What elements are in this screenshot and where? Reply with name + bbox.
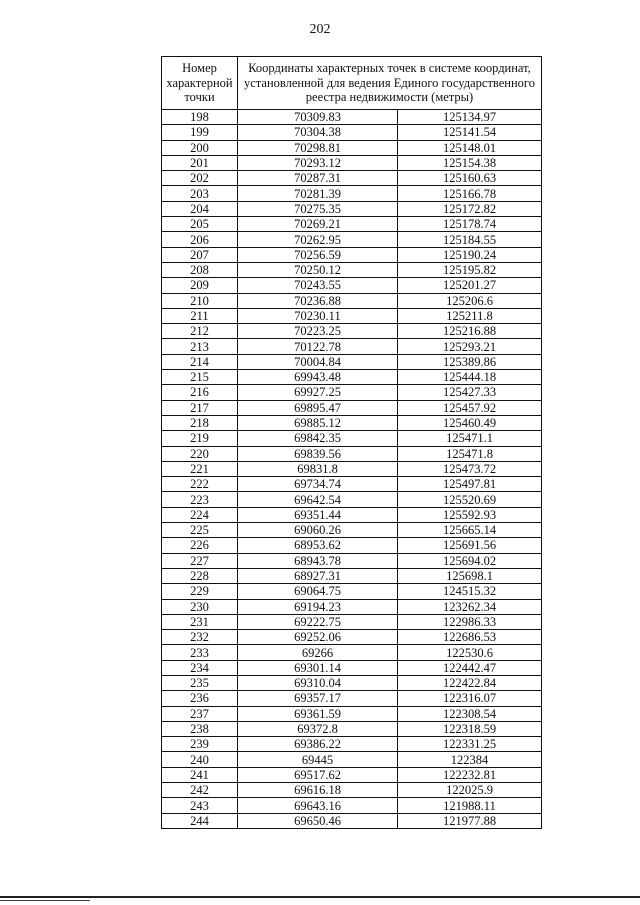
cell-coordinate-x: 69386.22 [238,737,398,752]
table-row [162,553,542,568]
cell-point-number: 208 [162,262,238,277]
table-row [162,721,542,736]
table-row [162,446,542,461]
cell-point-number: 205 [162,217,238,232]
cell-coordinate-x: 69642.54 [238,492,398,507]
cell-point-number: 228 [162,568,238,583]
cell-coordinate-y: 125691.56 [398,538,542,553]
cell-coordinate-x: 69842.35 [238,431,398,446]
table-row [162,247,542,262]
cell-coordinate-y: 125178.74 [398,217,542,232]
cell-coordinate-x: 70309.83 [238,110,398,125]
cell-coordinate-y: 125160.63 [398,171,542,186]
table-row [162,737,542,752]
cell-coordinate-y: 125211.8 [398,308,542,323]
cell-coordinate-y: 125473.72 [398,461,542,476]
cell-coordinate-x: 70243.55 [238,278,398,293]
cell-point-number: 215 [162,370,238,385]
table-row [162,201,542,216]
cell-coordinate-y: 125141.54 [398,125,542,140]
cell-coordinate-y: 122331.25 [398,737,542,752]
footer-rule-thin [0,900,90,901]
cell-coordinate-x: 69060.26 [238,523,398,538]
cell-point-number: 221 [162,461,238,476]
header-coordinates: Координаты характерных точек в системе координат, установленной для ведения Единого государственного реестра недвижимости (метры) [238,57,542,110]
cell-coordinate-x: 69252.06 [238,630,398,645]
table-row [162,354,542,369]
table-row [162,752,542,767]
cell-point-number: 236 [162,691,238,706]
table-row [162,293,542,308]
cell-point-number: 203 [162,186,238,201]
table-row [162,614,542,629]
cell-coordinate-x: 70004.84 [238,354,398,369]
cell-point-number: 207 [162,247,238,262]
cell-coordinate-x: 69266 [238,645,398,660]
cell-point-number: 204 [162,201,238,216]
cell-coordinate-y: 122986.33 [398,614,542,629]
cell-coordinate-x: 69650.46 [238,813,398,828]
cell-coordinate-y: 125389.86 [398,354,542,369]
table-row [162,155,542,170]
cell-coordinate-x: 69445 [238,752,398,767]
cell-point-number: 235 [162,675,238,690]
cell-coordinate-x: 69222.75 [238,614,398,629]
cell-point-number: 222 [162,477,238,492]
cell-point-number: 231 [162,614,238,629]
cell-coordinate-y: 125471.1 [398,431,542,446]
cell-point-number: 220 [162,446,238,461]
cell-coordinate-x: 69895.47 [238,400,398,415]
cell-coordinate-y: 122318.59 [398,721,542,736]
cell-point-number: 230 [162,599,238,614]
cell-coordinate-y: 125471.8 [398,446,542,461]
table-row [162,523,542,538]
table-row [162,783,542,798]
cell-point-number: 240 [162,752,238,767]
cell-coordinate-y: 125293.21 [398,339,542,354]
table-row [162,599,542,614]
cell-coordinate-x: 69943.48 [238,370,398,385]
cell-coordinate-x: 69194.23 [238,599,398,614]
cell-coordinate-y: 125216.88 [398,324,542,339]
cell-coordinate-x: 69351.44 [238,507,398,522]
table-row [162,584,542,599]
cell-coordinate-x: 68927.31 [238,568,398,583]
cell-coordinate-x: 70298.81 [238,140,398,155]
cell-coordinate-x: 69885.12 [238,415,398,430]
table-row [162,232,542,247]
cell-coordinate-y: 125184.55 [398,232,542,247]
table-row [162,308,542,323]
cell-point-number: 243 [162,798,238,813]
cell-coordinate-y: 125195.82 [398,262,542,277]
cell-coordinate-x: 69831.8 [238,461,398,476]
page-number: 202 [309,22,331,37]
cell-coordinate-x: 69927.25 [238,385,398,400]
cell-coordinate-x: 70223.25 [238,324,398,339]
table-row [162,278,542,293]
cell-point-number: 233 [162,645,238,660]
cell-coordinate-y: 122530.6 [398,645,542,660]
cell-coordinate-x: 69643.16 [238,798,398,813]
cell-coordinate-y: 125148.01 [398,140,542,155]
cell-point-number: 239 [162,737,238,752]
cell-point-number: 213 [162,339,238,354]
cell-coordinate-y: 125154.38 [398,155,542,170]
cell-coordinate-y: 125460.49 [398,415,542,430]
header-point-number: Номер характерной точки [162,57,238,110]
cell-coordinate-y: 122384 [398,752,542,767]
cell-coordinate-x: 69616.18 [238,783,398,798]
table-row [162,400,542,415]
cell-point-number: 202 [162,171,238,186]
cell-coordinate-y: 122316.07 [398,691,542,706]
cell-coordinate-y: 122686.53 [398,630,542,645]
cell-coordinate-x: 70250.12 [238,262,398,277]
cell-point-number: 217 [162,400,238,415]
cell-coordinate-x: 70269.21 [238,217,398,232]
cell-point-number: 234 [162,660,238,675]
table-row [162,110,542,125]
cell-coordinate-y: 125166.78 [398,186,542,201]
cell-coordinate-x: 70281.39 [238,186,398,201]
cell-coordinate-y: 125201.27 [398,278,542,293]
cell-point-number: 214 [162,354,238,369]
cell-coordinate-y: 125427.33 [398,385,542,400]
cell-point-number: 219 [162,431,238,446]
cell-point-number: 223 [162,492,238,507]
cell-point-number: 210 [162,293,238,308]
table-row [162,461,542,476]
cell-coordinate-x: 69357.17 [238,691,398,706]
cell-coordinate-x: 68953.62 [238,538,398,553]
cell-coordinate-x: 70275.35 [238,201,398,216]
cell-coordinate-y: 122442.47 [398,660,542,675]
cell-point-number: 218 [162,415,238,430]
cell-coordinate-y: 122422.84 [398,675,542,690]
cell-coordinate-y: 125698.1 [398,568,542,583]
cell-coordinate-x: 70256.59 [238,247,398,262]
cell-coordinate-x: 69064.75 [238,584,398,599]
cell-point-number: 216 [162,385,238,400]
cell-point-number: 212 [162,324,238,339]
table-row [162,171,542,186]
cell-coordinate-y: 125457.92 [398,400,542,415]
cell-point-number: 227 [162,553,238,568]
cell-coordinate-x: 69372.8 [238,721,398,736]
cell-point-number: 198 [162,110,238,125]
cell-point-number: 201 [162,155,238,170]
cell-coordinate-y: 125206.6 [398,293,542,308]
table-row [162,798,542,813]
cell-coordinate-y: 122308.54 [398,706,542,721]
cell-coordinate-x: 70230.11 [238,308,398,323]
cell-point-number: 232 [162,630,238,645]
table-row [162,691,542,706]
cell-coordinate-y: 125172.82 [398,201,542,216]
cell-coordinate-x: 70262.95 [238,232,398,247]
table-row [162,186,542,201]
cell-coordinate-x: 69517.62 [238,767,398,782]
table-row [162,675,542,690]
table-row [162,706,542,721]
table-row [162,630,542,645]
table-row [162,415,542,430]
cell-point-number: 199 [162,125,238,140]
table-header-row [162,57,542,110]
cell-coordinate-x: 70304.38 [238,125,398,140]
cell-coordinate-y: 121988.11 [398,798,542,813]
cell-point-number: 229 [162,584,238,599]
table-row [162,813,542,828]
table-row [162,431,542,446]
cell-point-number: 244 [162,813,238,828]
cell-point-number: 238 [162,721,238,736]
cell-coordinate-y: 125497.81 [398,477,542,492]
table-row [162,568,542,583]
table-row [162,125,542,140]
cell-point-number: 241 [162,767,238,782]
cell-point-number: 225 [162,523,238,538]
cell-coordinate-x: 70293.12 [238,155,398,170]
cell-coordinate-y: 125134.97 [398,110,542,125]
table-row [162,645,542,660]
cell-coordinate-y: 122232.81 [398,767,542,782]
cell-coordinate-y: 125592.93 [398,507,542,522]
cell-coordinate-x: 69310.04 [238,675,398,690]
cell-point-number: 237 [162,706,238,721]
coordinates-table [161,56,542,829]
table-row [162,217,542,232]
table-row [162,262,542,277]
table-row [162,538,542,553]
cell-coordinate-y: 125665.14 [398,523,542,538]
cell-point-number: 200 [162,140,238,155]
cell-coordinate-x: 70122.78 [238,339,398,354]
table-row [162,370,542,385]
table-row [162,477,542,492]
table-row [162,339,542,354]
cell-coordinate-y: 125190.24 [398,247,542,262]
cell-point-number: 242 [162,783,238,798]
cell-coordinate-x: 69839.56 [238,446,398,461]
cell-coordinate-y: 125520.69 [398,492,542,507]
table-row [162,767,542,782]
cell-coordinate-y: 121977.88 [398,813,542,828]
cell-coordinate-x: 70287.31 [238,171,398,186]
cell-point-number: 206 [162,232,238,247]
cell-point-number: 211 [162,308,238,323]
cell-coordinate-y: 122025.9 [398,783,542,798]
cell-coordinate-y: 125444.18 [398,370,542,385]
cell-coordinate-x: 69301.14 [238,660,398,675]
cell-coordinate-y: 123262.34 [398,599,542,614]
cell-coordinate-y: 124515.32 [398,584,542,599]
cell-coordinate-x: 68943.78 [238,553,398,568]
cell-point-number: 226 [162,538,238,553]
cell-point-number: 224 [162,507,238,522]
table-row [162,385,542,400]
footer-rule [0,896,640,898]
table-row [162,507,542,522]
table-row [162,492,542,507]
cell-coordinate-x: 70236.88 [238,293,398,308]
table-row [162,324,542,339]
table-body [162,110,542,829]
table-row [162,660,542,675]
table-row [162,140,542,155]
cell-coordinate-x: 69734.74 [238,477,398,492]
cell-coordinate-y: 125694.02 [398,553,542,568]
cell-point-number: 209 [162,278,238,293]
cell-coordinate-x: 69361.59 [238,706,398,721]
